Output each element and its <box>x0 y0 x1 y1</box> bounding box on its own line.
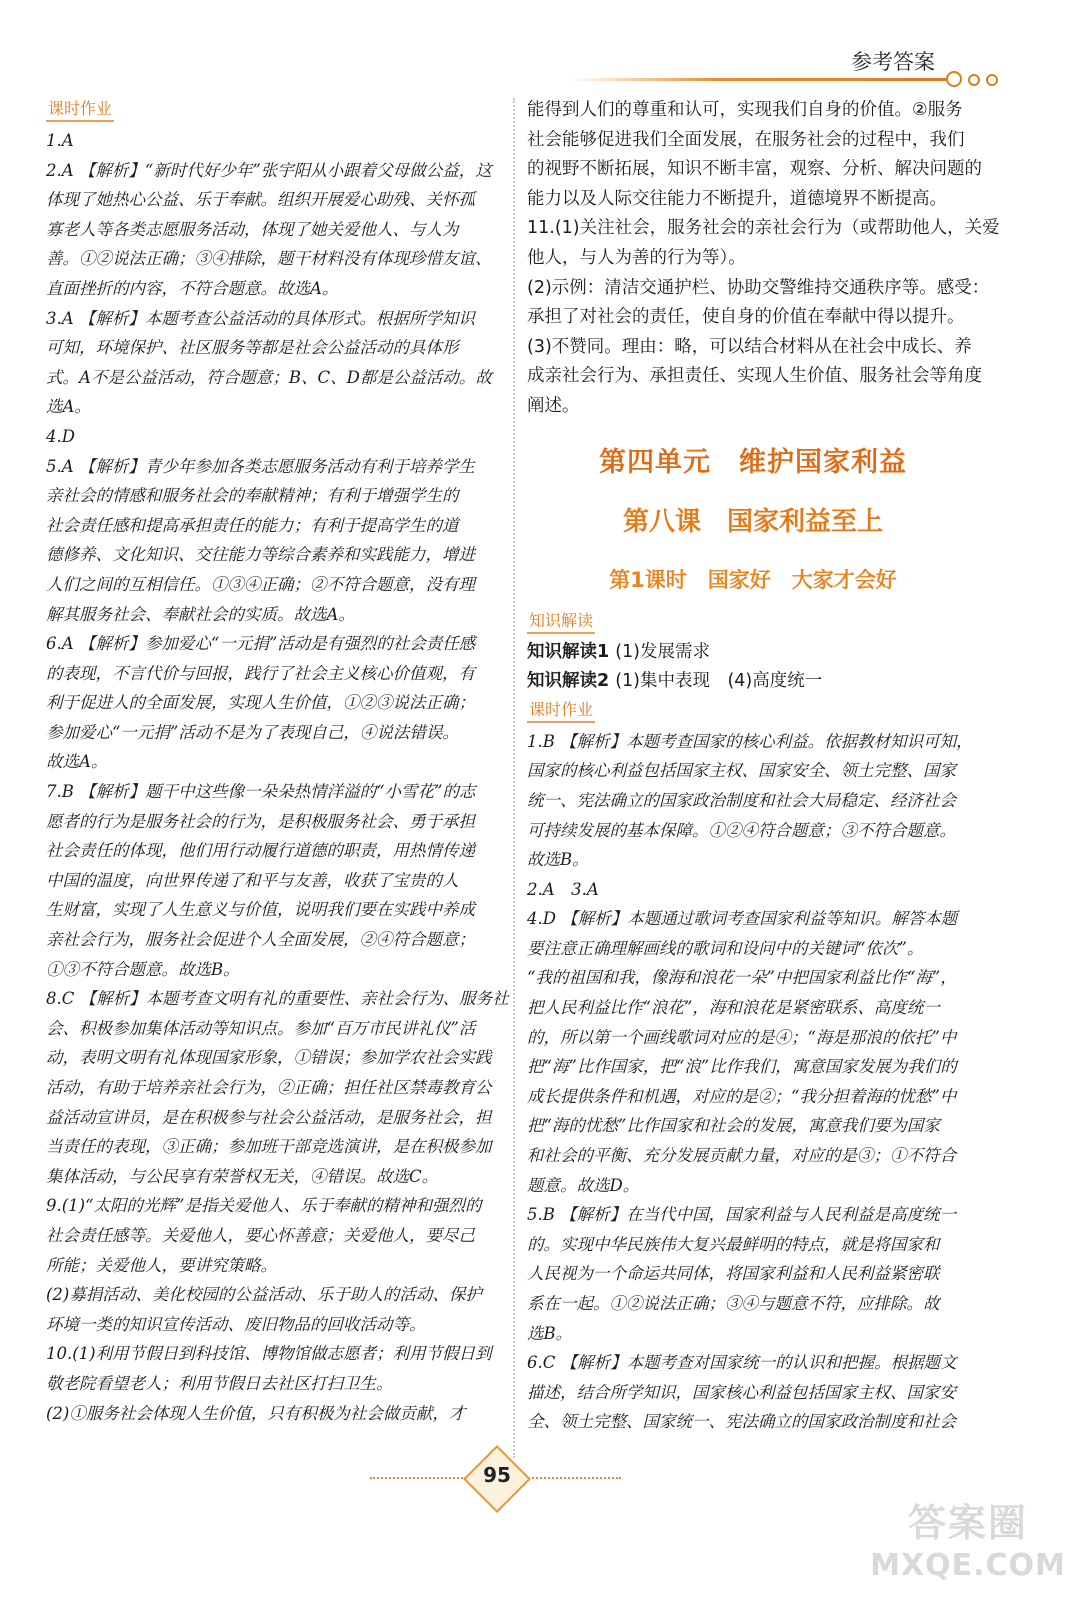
answer-line: 选A。 <box>46 397 91 417</box>
answer-line: 承担了对社会的责任，使自身的价值在奉献中得以提升。 <box>527 307 965 328</box>
answer-line: 人们之间的互相信任。①③④正确；②不符合题意，没有理 <box>46 574 475 594</box>
knowledge-line <box>527 667 979 697</box>
answer-line: 全、领土完整、国家统一、宪法确立的国家政治制度和社会 <box>527 1412 956 1432</box>
section-label-knowledge: 知识解读 <box>527 610 595 634</box>
answer-line: 动，表明文明有礼体现国家形象，①错误；参加学农社会实践 <box>46 1048 492 1068</box>
answer-line: 的。实现中华民族伟大复兴最鲜明的特点，就是将国家和 <box>527 1234 940 1254</box>
knowledge-answer: (1)集中表现 (4)高度统一 <box>615 671 823 692</box>
answer-line: 亲社会行为，服务社会促进个人全面发展，②④符合题意； <box>46 930 475 950</box>
answer-line: 社会责任的体现，他们用行动履行道德的职责，用热情传递 <box>46 841 475 861</box>
header-rule <box>568 78 948 81</box>
answer-line: 成亲社会行为、承担责任、实现人生价值、服务社会等角度 <box>527 366 982 387</box>
answer-line: 式。A不是公益活动，符合题意；B、C、D都是公益活动。故 <box>46 367 492 387</box>
answer-line: 6.C 【解析】本题考查对国家统一的认识和把握。根据题文 <box>527 1353 957 1373</box>
answer-line: 德修养、文化知识、交往能力等综合素养和实践能力，增进 <box>46 545 475 565</box>
answer-line: 参加爱心“一元捐”活动不是为了表现自己，④说法错误。 <box>46 722 459 742</box>
footer-rule-left <box>370 1477 466 1479</box>
answer-line: 社会责任感等。关爱他人，要心怀善意；关爱他人，要尽己 <box>46 1225 475 1245</box>
answer-line: 阐述。 <box>527 395 580 416</box>
answer-line: 益活动宣讲员，是在积极参与社会公益活动，是服务社会，担 <box>46 1107 492 1127</box>
right-bottom-answer-lines <box>527 727 979 1437</box>
answer-line: (2)示例：清洁交通护栏、协助交警维持交通秩序等。感受： <box>527 277 990 298</box>
answer-line: 可知，环境保护、社区服务等都是社会公益活动的具体形 <box>46 338 459 358</box>
answer-line: 国家的核心利益包括国家主权、国家安全、领土完整、国家 <box>527 761 956 781</box>
ornament-dot <box>968 74 980 86</box>
knowledge-lines <box>527 638 979 697</box>
answer-line: 7.B 【解析】题干中这些像一朵朵热情洋溢的“小雪花”的志 <box>46 782 476 802</box>
answer-line: 寡老人等各类志愿服务活动，体现了她关爱他人、与人为 <box>46 219 459 239</box>
answer-line: 10.(1)利用节假日到科技馆、博物馆做志愿者；利用节假日到 <box>46 1344 492 1364</box>
footer-rule-right <box>525 1477 621 1479</box>
lesson-title: 第八课 国家利益至上 <box>622 506 883 537</box>
answer-line: 统一、宪法确立的国家政治制度和社会大局稳定、经济社会 <box>527 790 956 810</box>
answer-line: 8.C 【解析】本题考查文明有礼的重要性、亲社会行为、服务社 <box>46 989 509 1009</box>
answer-line: 4.D <box>46 426 75 446</box>
column-divider <box>513 98 515 1458</box>
answer-line: 3.A 【解析】本题考查公益活动的具体形式。根据所学知识 <box>46 308 475 328</box>
answer-line: 的表现，不言代价与回报，践行了社会主义核心价值观，有 <box>46 663 475 683</box>
answer-line: 和社会的平衡、充分发展贡献力量，对应的是③；①不符合 <box>527 1146 956 1166</box>
section-label-homework-right: 课时作业 <box>527 699 595 723</box>
answer-line: 1.B 【解析】本题考查国家的核心利益。依据教材知识可知， <box>527 731 973 751</box>
answer-line: 体现了她热心公益、乐于奉献。组织开展爱心助残、关怀孤 <box>46 190 475 210</box>
answer-line: 9.(1)“太阳的光辉”是指关爱他人、乐于奉献的精神和强烈的 <box>46 1196 482 1216</box>
ornament-dot <box>986 74 998 86</box>
answer-line: 生财富，实现了人生意义与价值，说明我们要在实践中养成 <box>46 900 475 920</box>
left-column <box>46 96 509 1428</box>
knowledge-answer: (1)发展需求 <box>615 641 710 662</box>
right-top-answer-lines <box>527 96 1000 422</box>
answer-line: 能得到人们的尊重和认可，实现我们自身的价值。②服务 <box>527 100 963 120</box>
header-title: 参考答案 <box>851 50 935 74</box>
answer-line: 把人民利益比作“浪花”，海和浪花是紧密联系、高度统一 <box>527 998 940 1018</box>
answer-line: 集体活动，与公民享有荣誉权无关，④错误。故选C。 <box>46 1166 439 1186</box>
answer-line: 人民视为一个命运共同体，将国家利益和人民利益紧密联 <box>527 1264 940 1284</box>
answer-line: 解其服务社会、奉献社会的实质。故选A。 <box>46 604 355 624</box>
answer-line: 直面挫折的内容，不符合题意。故选A。 <box>46 278 339 298</box>
answer-line: 1.A <box>46 131 74 150</box>
answer-line: 把“海的忧愁”比作国家和社会的发展，寓意我们要为国家 <box>527 1116 940 1136</box>
answer-line: 题意。故选D。 <box>527 1175 640 1195</box>
answer-line: 中国的温度，向世界传递了和平与友善，收获了宝贵的人 <box>46 870 459 890</box>
answer-line: 社会能够促进我们全面发展，在服务社会的过程中，我们 <box>527 129 965 150</box>
answer-line: 成长提供条件和机遇，对应的是②；“我分担着海的忧愁”中 <box>527 1086 957 1106</box>
answer-line: 会、积极参加集体活动等知识点。参加“百万市民讲礼仪”活 <box>46 1018 476 1038</box>
answer-line: 他人，与人为善的行为等）。 <box>527 247 746 268</box>
answer-line: 敬老院看望老人；利用节假日去社区打扫卫生。 <box>46 1373 393 1393</box>
answer-line: ①③不符合题意。故选B。 <box>46 959 240 979</box>
answer-line: 描述，结合所学知识，国家核心利益包括国家主权、国家安 <box>527 1382 956 1402</box>
answer-line: 的，所以第一个画线歌词对应的是④；“海是那浪的依托”中 <box>527 1027 957 1047</box>
knowledge-term: 知识解读2 <box>527 671 610 692</box>
right-column <box>527 96 1000 1437</box>
watermark-text: 答案圈 <box>907 1501 1028 1545</box>
ornament-dot <box>946 71 962 87</box>
answer-line: 5.B 【解析】在当代中国，国家利益与人民利益是高度统一 <box>527 1205 957 1225</box>
answer-line: 的视野不断拓展，知识不断丰富，观察、分析、解决问题的 <box>527 159 982 180</box>
answer-line: 把“海”比作国家，把“浪”比作我们，寓意国家发展为我们的 <box>527 1057 957 1077</box>
answer-line: 11.(1)关注社会，服务社会的亲社会行为（或帮助他人，关爱 <box>527 218 1000 239</box>
answer-line: 5.A 【解析】青少年参加各类志愿服务活动有利于培养学生 <box>46 456 475 476</box>
answer-line: (2)募捐活动、美化校园的公益活动、乐于助人的活动、保护 <box>46 1285 482 1305</box>
answer-line: 故选B。 <box>527 850 589 870</box>
answer-line: 要注意正确理解画线的歌词和设问中的关键词“依次”。 <box>527 938 924 958</box>
answer-line: 可持续发展的基本保障。①②④符合题意；③不符合题意。 <box>527 820 956 840</box>
answer-line: 2.A 3.A <box>527 879 599 899</box>
answer-line: “我的祖国和我，像海和浪花一朵”中把国家利益比作“海”， <box>527 968 957 988</box>
answer-line: 6.A 【解析】参加爱心“一元捐”活动是有强烈的社会责任感 <box>46 634 476 654</box>
knowledge-term: 知识解读1 <box>527 641 610 662</box>
answer-line: 故选A。 <box>46 752 108 772</box>
answer-line: (2)①服务社会体现人生价值，只有积极为社会做贡献，才 <box>46 1403 466 1423</box>
unit-title: 第四单元 维护国家利益 <box>599 446 907 478</box>
answer-line: 善。①②说法正确；③④排除，题干材料没有体现珍惜友谊、 <box>46 249 492 269</box>
left-answer-lines <box>46 126 509 1428</box>
page-number: 95 <box>483 1463 511 1487</box>
answer-line: 环境一类的知识宣传活动、废旧物品的回收活动等。 <box>46 1314 426 1334</box>
answer-line: 亲社会的情感和服务社会的奉献精神；有利于增强学生的 <box>46 486 459 506</box>
answer-line: 社会责任感和提高承担责任的能力；有利于提高学生的道 <box>46 515 459 535</box>
answer-line: 选B。 <box>527 1323 573 1343</box>
period-title: 第1课时 国家好 大家才会好 <box>609 567 897 592</box>
knowledge-line <box>527 638 979 668</box>
answer-line: 活动，有助于培养亲社会行为，②正确；担任社区禁毒教育公 <box>46 1078 492 1097</box>
answer-line: 当责任的表现，③正确；参加班干部竞选演讲，是在积极参加 <box>46 1137 492 1157</box>
section-label-homework: 课时作业 <box>46 98 114 122</box>
answer-line: 所能；关爱他人，要讲究策略。 <box>46 1255 277 1275</box>
answer-line: 利于促进人的全面发展，实现人生价值，①②③说法正确； <box>46 693 475 713</box>
answer-line: 能力以及人际交往能力不断提升，道德境界不断提高。 <box>527 188 947 209</box>
answer-line: 4.D 【解析】本题通过歌词考查国家利益等知识。解答本题 <box>527 909 958 929</box>
answer-line: 愿者的行为是服务社会的行为，是积极服务社会、勇于承担 <box>46 811 475 831</box>
answer-line: 系在一起。①②说法正确；③④与题意不符，应排除。故 <box>527 1294 940 1313</box>
answer-line: 2.A 【解析】“新时代好少年”张宇阳从小跟着父母做公益，这 <box>46 160 492 180</box>
answer-line: (3)不赞同。理由：略，可以结合材料从在社会中成长、养 <box>527 336 972 357</box>
watermark-url: MXQE.COM <box>870 1548 1066 1583</box>
